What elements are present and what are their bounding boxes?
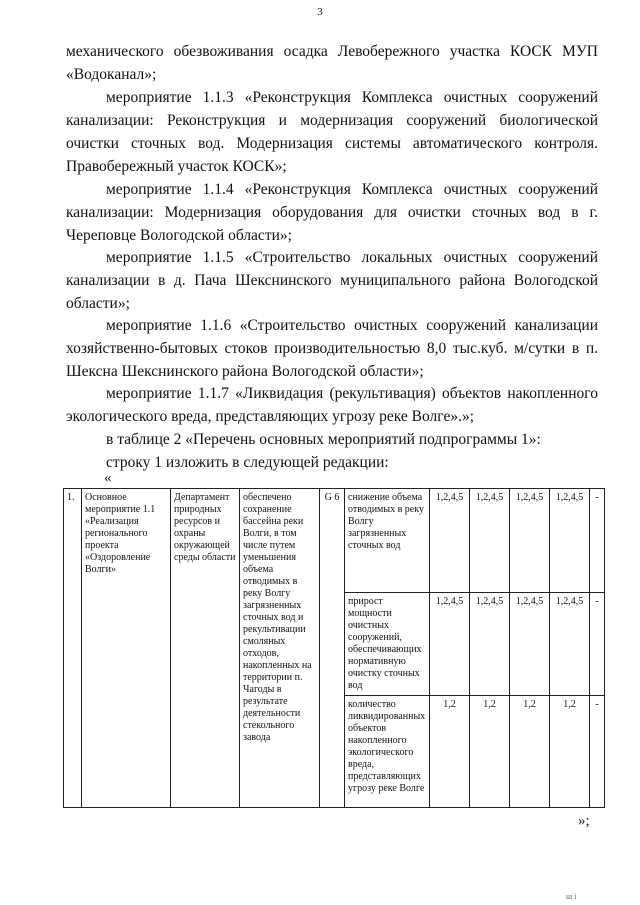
paragraph-7: в таблице 2 «Перечень основных мероприятий подпрограммы 1»: [106, 431, 541, 448]
indicator-dash-cell: - [590, 593, 605, 696]
code-cell: G 6 [320, 489, 345, 808]
indicator-dash-cell: - [590, 489, 605, 593]
paragraph-6: мероприятие 1.1.7 «Ликвидация (рекультивация) объектов накопленного экологического вреда, представляющих угрозу реке Волге».»; [66, 385, 598, 425]
paragraph-8: строку 1 изложить в следующей редакции: [106, 454, 389, 471]
indicator-name-cell: прирост мощности очистных сооружений, обеспечивающих нормативную очистку сточных вод [345, 593, 430, 696]
page-number: 3 [317, 6, 323, 18]
quote-open: « [104, 470, 112, 486]
indicator-dash-cell: - [590, 696, 605, 808]
indicator-value-cell: 1,2 [430, 696, 470, 808]
quote-close: »; [578, 813, 590, 829]
paragraph-1: механического обезвоживания осадка Левобережного участка КОСК МУП «Водоканал»; [66, 43, 598, 83]
indicator-value-cell: 1,2,4,5 [470, 489, 510, 593]
paragraph-3: мероприятие 1.1.4 «Реконструкция Комплекса очистных сооружений канализации: Модернизация оборудования для очистки сточных вод в г. Череповце Вологодской области»; [66, 181, 598, 244]
indicator-value-cell: 1,2,4,5 [550, 489, 590, 593]
indicator-value-cell: 1,2,4,5 [430, 593, 470, 696]
measure-cell: Основное мероприятие 1.1 «Реализация регионального проекта «Оздоровление Волги» [82, 489, 171, 808]
indicator-name-cell: снижение объема отводимых в реку Волгу загрязненных сточных вод [345, 489, 430, 593]
paragraph-5: мероприятие 1.1.6 «Строительство очистных сооружений канализации хозяйственно-бытовых стоков производительностью 8,0 тыс.куб. м/сутки в п. Шексна Шекснинского района Вологодской области»; [66, 317, 598, 380]
indicator-value-cell: 1,2 [470, 696, 510, 808]
executor-cell: Департамент природных ресурсов и охраны окружающей среды области [171, 489, 240, 808]
indicator-value-cell: 1,2,4,5 [510, 593, 550, 696]
paragraph-2: мероприятие 1.1.3 «Реконструкция Комплекса очистных сооружений канализации: Реконструкция и модернизация сооружений биологической очистки сточных вод. Модернизация системы автоматического контроля. Правобережный участок КОСК»; [66, 89, 598, 175]
footer-mark: ш і [566, 892, 577, 901]
indicator-value-cell: 1,2 [510, 696, 550, 808]
row-number-cell: 1. [64, 489, 82, 808]
table-row [64, 489, 605, 593]
indicator-value-cell: 1,2,4,5 [510, 489, 550, 593]
indicator-value-cell: 1,2,4,5 [550, 593, 590, 696]
measures-table [63, 488, 605, 808]
paragraph-4: мероприятие 1.1.5 «Строительство локальных очистных сооружений канализации в д. Пача Шекснинского муниципального района Вологодской области»; [66, 249, 598, 312]
indicator-value-cell: 1,2 [550, 696, 590, 808]
indicator-value-cell: 1,2,4,5 [430, 489, 470, 593]
indicator-name-cell: количество ликвидированных объектов накопленного экологического вреда, представляющих угрозу реке Волге [345, 696, 430, 808]
result-cell: обеспечено сохранение бассейна реки Волги, в том числе путем уменьшения объема отводимых в реку Волгу загрязненных сточных вод и рекультивации смоляных отходов, накопленных на территории п. Чагоды в результате деятельности стекольного завода [240, 489, 320, 808]
indicator-value-cell: 1,2,4,5 [470, 593, 510, 696]
